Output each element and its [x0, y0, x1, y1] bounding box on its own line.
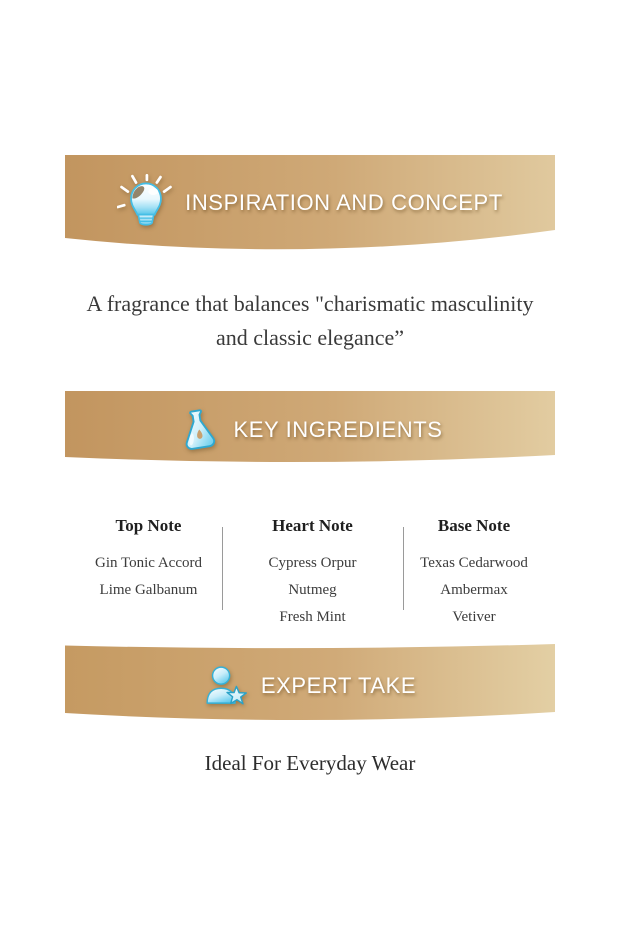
lightbulb-icon: [117, 174, 175, 240]
heart-note-item: Fresh Mint: [279, 609, 346, 625]
heart-note-column: [222, 516, 403, 631]
heart-note-item: Nutmeg: [288, 582, 337, 598]
column-divider: [403, 527, 404, 610]
flask-icon: [177, 408, 220, 453]
concept-quote-line2: and classic elegance”: [215, 325, 405, 350]
base-note-item: Ambermax: [440, 582, 508, 598]
base-note-column: [403, 516, 545, 631]
base-note-item: Vetiver: [452, 609, 496, 625]
heart-note-item: Cypress Orpur: [268, 555, 357, 571]
top-note-column: [75, 516, 222, 631]
inspiration-banner: [65, 155, 555, 251]
base-note-heading: Base Note: [437, 516, 511, 535]
expert-take-banner-title: EXPERT TAKE: [260, 673, 417, 698]
top-note-item: Gin Tonic Accord: [95, 555, 202, 571]
expert-take-banner: [65, 644, 555, 728]
column-divider: [222, 527, 223, 610]
base-note-item: Texas Cedarwood: [420, 555, 528, 571]
ingredient-notes: [75, 516, 545, 631]
ingredients-banner: [65, 391, 555, 469]
top-note-heading: Top Note: [115, 516, 182, 535]
conclusion-text: Ideal For Everyday Wear: [204, 751, 416, 775]
ingredients-banner-title: KEY INGREDIENTS: [233, 417, 443, 442]
concept-quote-line1: A fragrance that balances "charismatic masculinity: [86, 291, 534, 316]
top-note-item: Lime Galbanum: [99, 582, 198, 598]
person-star-icon: [204, 665, 249, 707]
heart-note-heading: Heart Note: [272, 516, 353, 535]
inspiration-banner-title: INSPIRATION AND CONCEPT: [185, 190, 503, 215]
concept-quote: [0, 287, 620, 355]
